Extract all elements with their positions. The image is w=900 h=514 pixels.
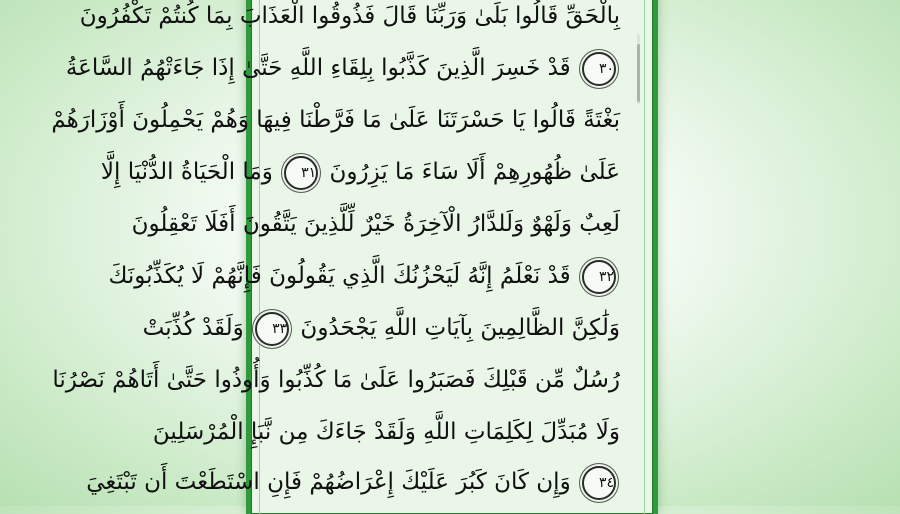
line-text: بِالْحَقِّ قَالُوا بَلَىٰ وَرَبِّنَا قَالَ فَذُوقُوا الْعَذَابَ بِمَا كُنتُمْ تَكْفُرُونَ — [79, 3, 620, 29]
page-frame — [51, 0, 645, 514]
verse-line-7 — [142, 306, 620, 350]
line-text: وَلَا مُبَدِّلَ لِكَلِمَاتِ اللَّهِ وَلَقَدْ جَاءَكَ مِن نَّبَإِ الْمُرْسَلِينَ — [152, 419, 620, 445]
line-text: بَغْتَةً قَالُوا يَا حَسْرَتَنَا عَلَىٰ مَا فَرَّطْنَا فِيهَا وَهُمْ يَحْمِلُونَ أَوْزَارَهُمْ — [51, 107, 620, 133]
line-text: لَعِبٌ وَلَهْوٌ وَلَلدَّارُ الْآخِرَةُ خَيْرٌ لِّلَّذِينَ يَتَّقُونَ أَفَلَا تَعْقِلُونَ — [131, 211, 620, 237]
verse-line-3 — [51, 98, 620, 142]
verse-line-9 — [152, 410, 620, 454]
verse-line-4 — [100, 150, 620, 194]
line-text-after: وَلَقَدْ كُذِّبَتْ — [142, 315, 244, 341]
ayah-number-marker: ٣٢ — [582, 260, 616, 294]
quran-page[interactable] — [51, 0, 658, 514]
ayah-number-marker: ٣٣ — [255, 312, 289, 346]
verse-line-10 — [86, 460, 620, 504]
scrollbar-thumb[interactable] — [637, 44, 640, 102]
verse-line-2 — [65, 46, 620, 90]
line-text: قَدْ خَسِرَ الَّذِينَ كَذَّبُوا بِلِقَاءِ اللَّهِ حَتَّىٰ إِذَا جَاءَتْهُمُ السَّاعَةُ — [65, 55, 571, 81]
verse-line-6 — [108, 254, 620, 298]
verse-line-1 — [79, 0, 620, 38]
ayah-number-marker: ٣١ — [284, 156, 318, 190]
ayah-number-marker: ٣٤ — [582, 466, 616, 500]
line-text: قَدْ نَعْلَمُ إِنَّهُ لَيَحْزُنُكَ الَّذِي يَقُولُونَ فَإِنَّهُمْ لَا يُكَذِّبُونَكَ — [108, 263, 571, 289]
verse-line-5 — [131, 202, 620, 246]
line-text-after: وَمَا الْحَيَاةُ الدُّنْيَا إِلَّا — [100, 159, 273, 185]
ayah-number-marker: ٣٠ — [582, 52, 616, 86]
line-text: رُسُلٌ مِّن قَبْلِكَ فَصَبَرُوا عَلَىٰ مَا كُذِّبُوا وَأُوذُوا حَتَّىٰ أَتَاهُمْ نَصْرُنَا — [52, 367, 620, 393]
line-text: وَلَٰكِنَّ الظَّالِمِينَ بِآيَاتِ اللَّهِ يَجْحَدُونَ — [300, 315, 620, 341]
line-text: عَلَىٰ ظُهُورِهِمْ أَلَا سَاءَ مَا يَزِرُونَ — [329, 159, 620, 185]
line-text: وَإِن كَانَ كَبُرَ عَلَيْكَ إِعْرَاضُهُمْ فَإِنِ اسْتَطَعْتَ أَن تَبْتَغِيَ — [86, 469, 571, 495]
verse-line-8 — [52, 358, 620, 402]
